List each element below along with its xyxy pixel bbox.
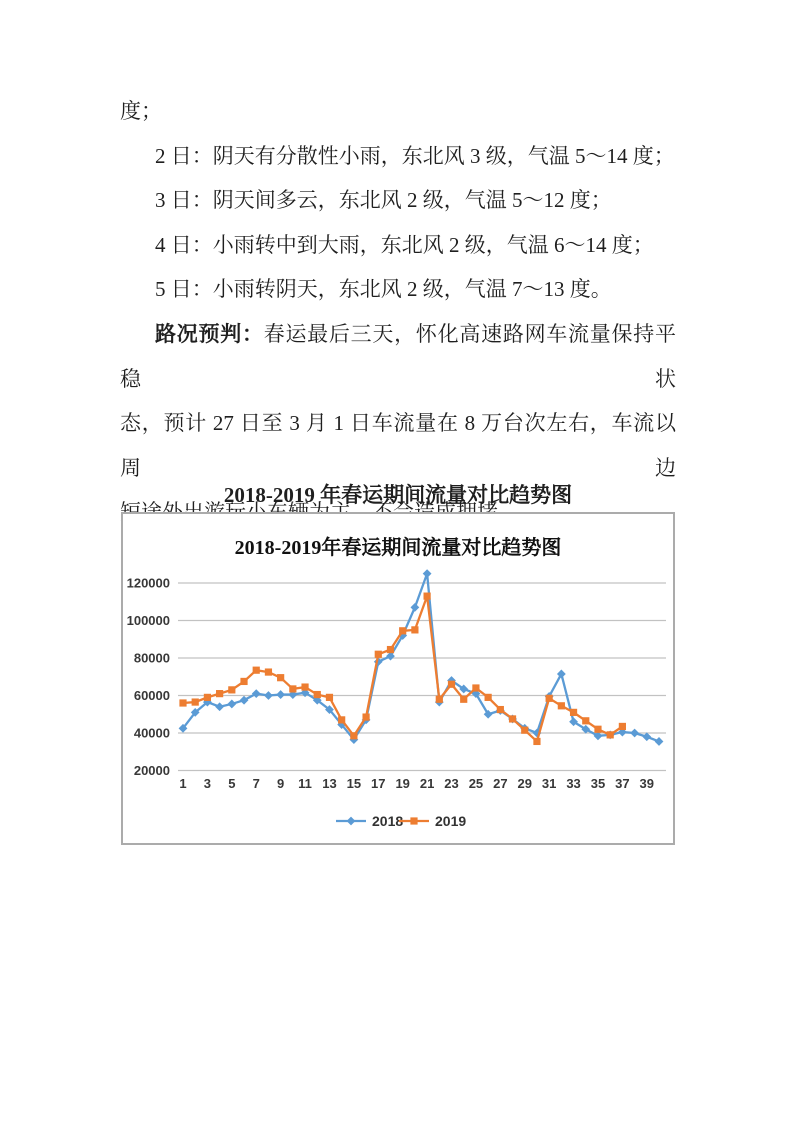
data-point-marker-2019 [558, 702, 565, 709]
y-axis-label: 20000 [133, 763, 170, 778]
text-line-day4: 4 日：小雨转中到大雨，东北风 2 级，气温 6～14 度； [155, 232, 654, 257]
data-point-marker-2018 [240, 696, 249, 705]
data-point-marker-2019 [228, 686, 235, 693]
data-point-marker-2019 [179, 699, 186, 706]
data-point-marker-2019 [546, 695, 553, 702]
data-point-marker-2019 [424, 593, 431, 600]
flow-chart [121, 512, 675, 845]
x-axis-label: 21 [419, 776, 435, 791]
data-point-marker-2018 [227, 700, 236, 709]
chart-title: 2018-2019年春运期间流量对比趋势图 [234, 537, 562, 559]
y-axis-label: 40000 [133, 725, 170, 741]
data-point-marker-2019 [387, 646, 394, 653]
legend-marker-2018 [347, 817, 356, 826]
data-point-marker-2019 [289, 685, 296, 692]
data-point-marker-2018 [215, 702, 224, 711]
data-point-marker-2019 [436, 696, 443, 703]
data-point-marker-2018 [410, 603, 419, 612]
x-axis-label: 9 [277, 776, 285, 791]
series-line-2019 [183, 596, 622, 741]
data-point-marker-2019 [594, 726, 601, 733]
legend-label-2019: 2019 [435, 813, 467, 829]
data-point-marker-2019 [216, 690, 223, 697]
text-line-day3: 3 日：阴天间多云，东北风 2 级，气温 5～12 度； [155, 188, 612, 213]
weather-forecast-text [120, 89, 676, 535]
data-point-marker-2019 [607, 731, 614, 738]
x-axis-label: 3 [203, 776, 212, 791]
x-axis-label: 25 [468, 776, 484, 791]
forecast-text-1: 春运最后三天，怀化高速路网车流量保持平稳状 [120, 321, 677, 391]
y-axis-label: 80000 [133, 650, 170, 666]
data-point-marker-2019 [533, 738, 540, 745]
x-axis-label: 39 [639, 776, 655, 791]
data-point-marker-2018 [264, 691, 273, 700]
data-point-marker-2019 [399, 627, 406, 634]
data-point-marker-2019 [192, 698, 199, 705]
data-point-marker-2019 [485, 694, 492, 701]
x-axis-label: 7 [252, 776, 260, 791]
data-point-marker-2019 [472, 684, 479, 691]
x-axis-label: 5 [228, 776, 236, 791]
flow-chart-svg [123, 514, 673, 843]
x-axis-label: 37 [615, 776, 630, 791]
text-line-day2: 2 日：阴天有分散性小雨，东北风 3 级，气温 5～14 度； [155, 143, 675, 168]
x-axis-label: 13 [322, 776, 337, 791]
legend-marker-2019 [410, 817, 417, 824]
forecast-label: 路况预判： [155, 321, 264, 346]
data-point-marker-2019 [301, 683, 308, 690]
data-point-marker-2019 [521, 727, 528, 734]
x-axis-label: 19 [395, 776, 410, 791]
data-point-marker-2019 [570, 709, 577, 716]
data-point-marker-2019 [448, 681, 455, 688]
x-axis-label: 1 [179, 776, 187, 791]
data-point-marker-2019 [375, 651, 382, 658]
forecast-paragraph-line2: 态，预计 27 日至 3 月 1 日车流量在 8 万台次左右，车流以周边 [120, 411, 676, 480]
data-point-marker-2018 [655, 737, 664, 746]
x-axis-label: 29 [517, 776, 532, 791]
data-point-marker-2019 [350, 732, 357, 739]
y-axis-label: 60000 [133, 688, 170, 703]
data-point-marker-2019 [362, 713, 369, 720]
data-point-marker-2019 [326, 694, 333, 701]
data-point-marker-2018 [557, 670, 566, 679]
data-point-marker-2019 [619, 723, 626, 730]
text-line-du: 度； [120, 99, 162, 123]
data-point-marker-2019 [253, 667, 260, 674]
data-point-marker-2018 [423, 569, 432, 578]
data-point-marker-2019 [277, 674, 284, 681]
x-axis-label: 33 [566, 776, 581, 791]
data-point-marker-2018 [252, 689, 261, 698]
data-point-marker-2018 [642, 732, 651, 741]
data-point-marker-2019 [411, 626, 418, 633]
y-axis-label: 120000 [126, 575, 170, 591]
data-point-marker-2019 [204, 694, 211, 701]
legend-label-2018: 2018 [372, 813, 404, 829]
x-axis-label: 31 [541, 776, 557, 791]
x-axis-label: 35 [590, 776, 606, 791]
data-point-marker-2019 [582, 717, 589, 724]
data-point-marker-2019 [460, 696, 467, 703]
x-axis-label: 27 [493, 776, 508, 791]
data-point-marker-2019 [509, 715, 516, 722]
data-point-marker-2019 [338, 716, 345, 723]
chart-caption: 2018-2019 年春运期间流量对比趋势图 [223, 483, 573, 507]
x-axis-label: 15 [346, 776, 362, 791]
data-point-marker-2018 [630, 729, 639, 738]
data-point-marker-2019 [314, 691, 321, 698]
data-point-marker-2019 [240, 678, 247, 685]
data-point-marker-2019 [265, 668, 272, 675]
x-axis-label: 11 [298, 776, 312, 791]
y-axis-label: 100000 [126, 613, 170, 628]
x-axis-label: 23 [444, 776, 459, 791]
x-axis-label: 17 [371, 776, 386, 791]
data-point-marker-2018 [276, 690, 285, 699]
forecast-paragraph-line1 [120, 312, 676, 401]
text-line-day5: 5 日：小雨转阴天，东北风 2 级，气温 7～13 度。 [155, 277, 612, 302]
data-point-marker-2019 [497, 706, 504, 713]
